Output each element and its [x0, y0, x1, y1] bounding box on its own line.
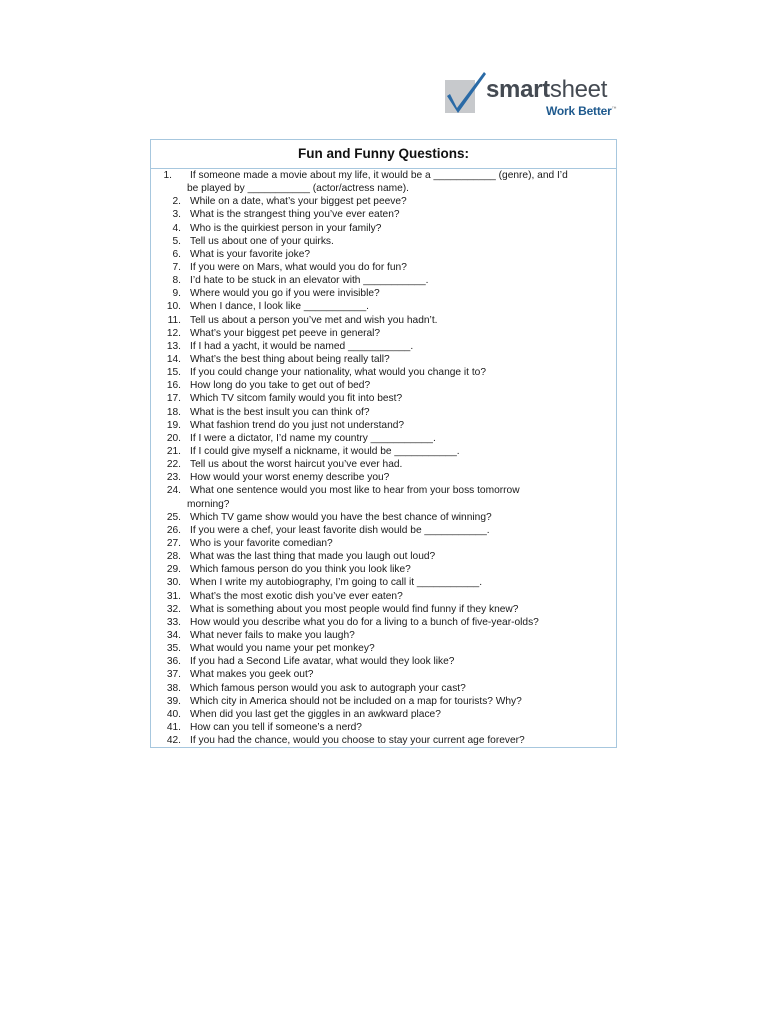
question-number: 15. [166, 367, 181, 379]
question-item [151, 590, 616, 603]
questions-box [150, 139, 617, 748]
question-text: Where would you go if you were invisible? [190, 288, 380, 300]
question-text: How would your worst enemy describe you? [190, 472, 390, 484]
question-text: What would you name your pet monkey? [190, 643, 375, 655]
question-item [151, 208, 616, 221]
question-item [151, 287, 616, 300]
question-number: 20. [166, 432, 181, 444]
question-text: What one sentence would you most like to hear from your boss tomorrow [190, 485, 520, 497]
question-text: What’s your biggest pet peeve in general? [190, 327, 381, 339]
question-number: 36. [166, 656, 181, 668]
question-item [151, 458, 616, 471]
question-item [151, 353, 616, 366]
question-text: Tell us about one of your quirks. [190, 235, 334, 247]
logo-word-rest: sheet [549, 76, 608, 103]
logo-word-bold: smart [486, 76, 550, 103]
question-number: 1. [163, 170, 172, 181]
question-number: 23. [166, 472, 181, 484]
question-number: 25. [166, 511, 181, 523]
question-text: Which TV sitcom family would you fit into best? [190, 393, 403, 405]
question-number: 33. [166, 616, 181, 628]
question-item [151, 300, 616, 313]
question-text: If you could change your nationality, what would you change it to? [190, 367, 487, 379]
question-number: 42. [166, 735, 181, 747]
question-text: Tell us about the worst haircut you’ve ever had. [190, 459, 403, 471]
question-item [151, 550, 616, 563]
question-item [151, 445, 616, 458]
question-number: 31. [166, 590, 181, 602]
question-item [151, 708, 616, 721]
question-item [151, 235, 616, 248]
question-item [151, 314, 616, 327]
question-item [151, 682, 616, 695]
question-number: 13. [166, 340, 181, 352]
question-item [151, 524, 616, 537]
question-item [151, 222, 616, 235]
question-text: If you had the chance, would you choose to stay your current age forever? [190, 735, 525, 747]
logo-tagline [546, 104, 616, 118]
logo-wordmark [486, 76, 607, 104]
question-number: 29. [166, 564, 181, 576]
question-item [151, 734, 616, 747]
question-text: What was the last thing that made you laugh out loud? [190, 551, 436, 563]
question-number: 7. [172, 262, 181, 273]
question-text: If I were a dictator, I’d name my country ___________. [190, 432, 436, 444]
question-number: 11. [167, 314, 181, 326]
question-text: When did you last get the giggles in an awkward place? [190, 708, 441, 720]
question-item [151, 576, 616, 589]
question-text: Tell us about a person you’ve met and wish you hadn’t. [190, 314, 438, 326]
question-item [151, 603, 616, 616]
question-text: I’d hate to be stuck in an elevator with ___________. [190, 275, 429, 287]
question-number: 4. [172, 222, 181, 234]
question-item [151, 366, 616, 379]
question-number: 10. [166, 301, 181, 313]
question-number: 3. [172, 209, 181, 221]
question-item [151, 511, 616, 524]
logo-tagline-text: Work Better [546, 104, 612, 118]
question-item [151, 340, 616, 353]
question-text: What makes you geek out? [190, 669, 314, 681]
question-number: 6. [172, 248, 181, 260]
question-text: What never fails to make you laugh? [190, 629, 355, 641]
question-text: While on a date, what’s your biggest pet peeve? [190, 196, 407, 208]
question-item [151, 484, 616, 497]
question-item [151, 629, 616, 642]
question-text: Which famous person do you think you look like? [190, 564, 411, 576]
question-item [151, 563, 616, 576]
question-text: If I had a yacht, it would be named ___________. [190, 340, 414, 352]
question-number: 34. [166, 629, 181, 641]
question-number: 14. [166, 353, 181, 365]
question-number: 24. [166, 485, 181, 497]
question-item [151, 406, 616, 419]
question-item [151, 327, 616, 340]
question-text: What is something about you most people would find funny if they knew? [190, 603, 519, 615]
question-text: How can you tell if someone’s a nerd? [190, 721, 362, 733]
question-number: 40. [166, 708, 181, 720]
question-number: 9. [172, 288, 181, 300]
question-item [151, 379, 616, 392]
question-item [151, 471, 616, 484]
question-number: 37. [166, 669, 181, 681]
question-text: What is the strangest thing you’ve ever eaten? [190, 209, 400, 221]
question-number: 19. [166, 419, 181, 431]
question-number: 12. [166, 327, 181, 339]
question-list [151, 169, 616, 747]
question-item [151, 419, 616, 432]
question-text: Who is your favorite comedian? [190, 537, 333, 549]
question-item [151, 668, 616, 681]
question-item [151, 195, 616, 208]
question-text: Which TV game show would you have the best chance of winning? [190, 511, 492, 523]
question-text: What is the best insult you can think of? [190, 406, 370, 418]
question-item [151, 274, 616, 287]
question-text: How long do you take to get out of bed? [190, 380, 371, 392]
question-item [151, 432, 616, 445]
question-text-continuation: be played by ___________ (actor/actress name). [187, 183, 410, 195]
question-text: If I could give myself a nickname, it would be ___________. [190, 445, 460, 457]
question-item [151, 655, 616, 668]
question-text: When I dance, I look like ___________. [190, 301, 369, 313]
question-number: 21. [166, 445, 181, 457]
question-text: How would you describe what you do for a living to a bunch of five-year-olds? [190, 616, 539, 628]
question-text: What’s the most exotic dish you’ve ever eaten? [190, 590, 403, 602]
question-number: 41. [166, 721, 181, 733]
question-number: 38. [166, 682, 181, 694]
question-item [151, 721, 616, 734]
question-text: If you had a Second Life avatar, what would they look like? [190, 656, 455, 668]
box-title: Fun and Funny Questions: [151, 140, 616, 169]
question-text: If you were a chef, your least favorite dish would be ___________. [190, 524, 490, 536]
question-number: 35. [166, 643, 181, 655]
trademark-mark: ™ [611, 106, 617, 112]
question-text: What fashion trend do you just not understand? [190, 419, 405, 431]
question-text-continuation: morning? [187, 498, 230, 510]
checkmark-logo-icon [444, 70, 488, 114]
question-text: When I write my autobiography, I’m going to call it ___________. [190, 577, 483, 589]
question-text: If you were on Mars, what would you do for fun? [190, 262, 407, 273]
question-number: 22. [166, 459, 181, 471]
question-item [151, 261, 616, 274]
question-text: If someone made a movie about my life, it would be a ___________ (genre), and I’d [190, 170, 568, 181]
question-number: 27. [166, 537, 181, 549]
smartsheet-logo [444, 66, 622, 122]
question-text: What’s the best thing about being really tall? [190, 353, 390, 365]
question-item [151, 248, 616, 261]
question-item [151, 169, 616, 182]
question-item [151, 537, 616, 550]
question-number: 5. [172, 235, 181, 247]
question-item [151, 695, 616, 708]
question-number: 8. [172, 275, 181, 287]
question-item [151, 616, 616, 629]
question-number: 2. [172, 196, 181, 208]
question-number: 26. [166, 524, 181, 536]
question-number: 18. [166, 406, 181, 418]
question-number: 16. [166, 380, 181, 392]
question-text: What is your favorite joke? [190, 248, 311, 260]
question-item [151, 392, 616, 405]
question-number: 28. [166, 551, 181, 563]
question-text: Who is the quirkiest person in your family? [190, 222, 382, 234]
question-number: 17. [166, 393, 181, 405]
question-number: 39. [166, 695, 181, 707]
question-item [151, 642, 616, 655]
question-number: 30. [166, 577, 181, 589]
question-text: Which famous person would you ask to autograph your cast? [190, 682, 466, 694]
question-number: 32. [166, 603, 181, 615]
question-text: Which city in America should not be included on a map for tourists? Why? [190, 695, 522, 707]
